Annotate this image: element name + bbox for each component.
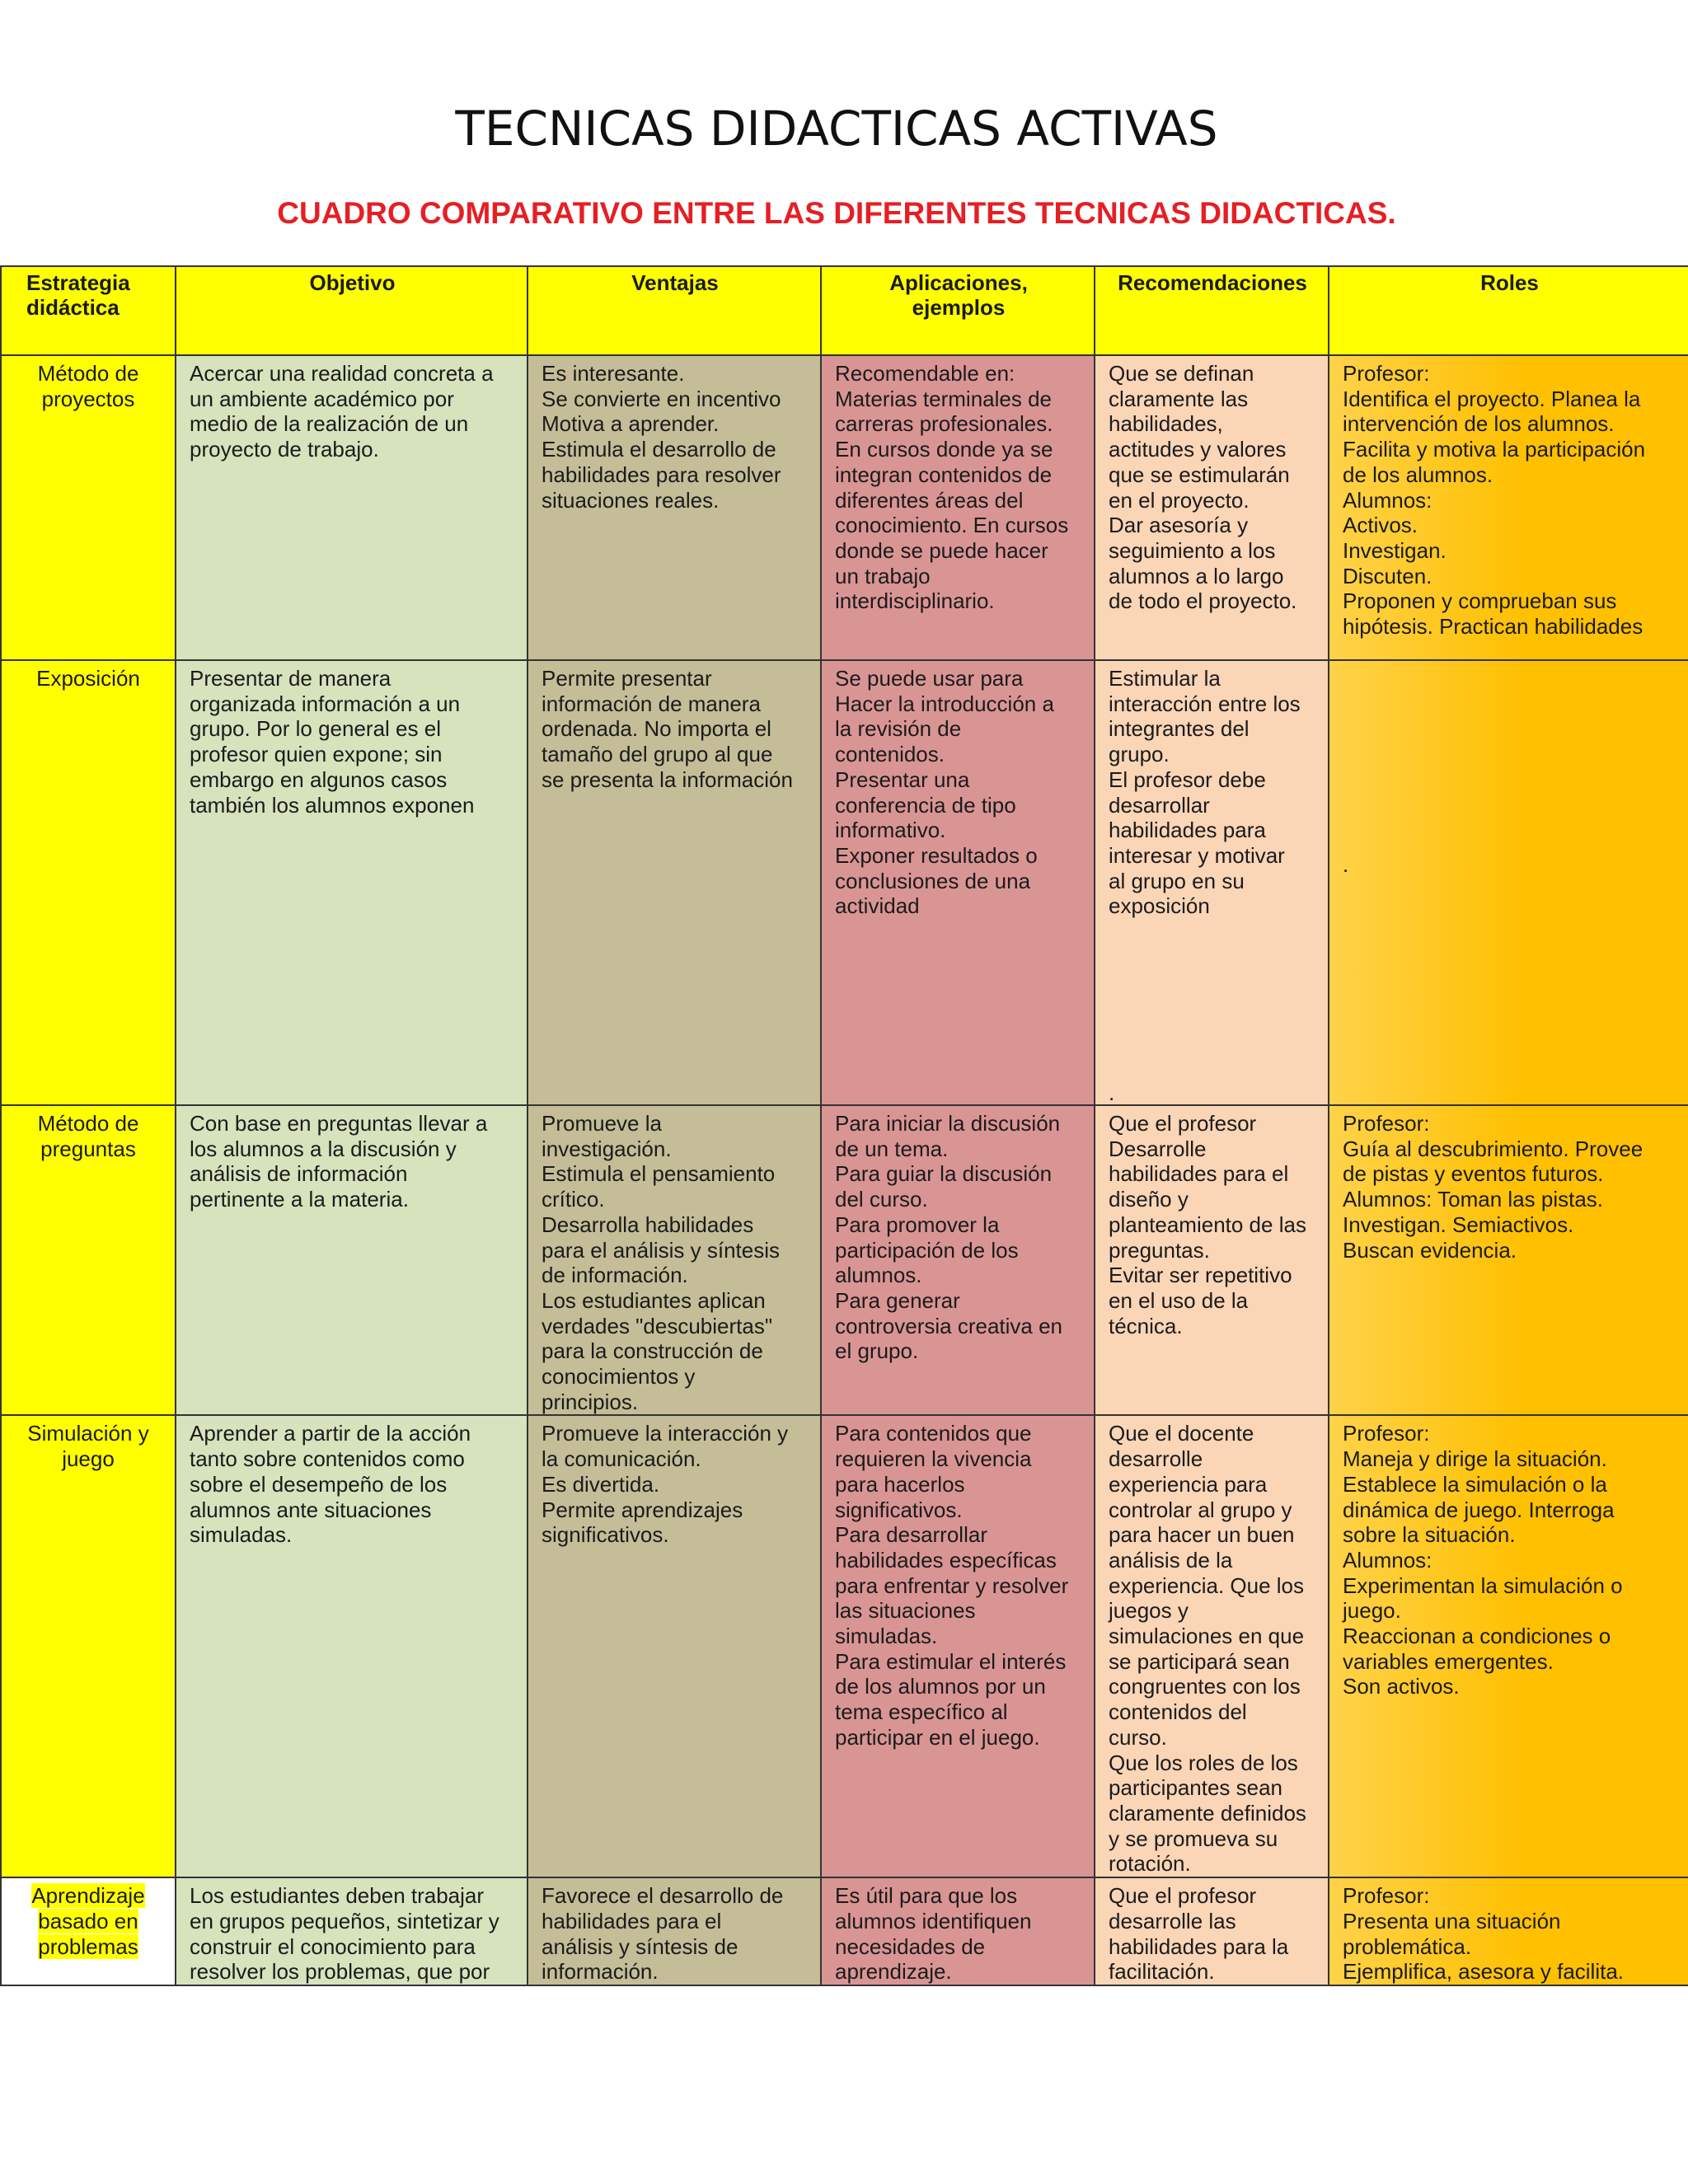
page-title: TECNICAS DIDACTICAS ACTIVAS <box>455 101 1218 157</box>
cell-recomendaciones-dot: . <box>1109 1080 1115 1105</box>
page-subtitle: CUADRO COMPARATIVO ENTRE LAS DIFERENTES TECNICAS DIDACTICAS. <box>277 196 1396 230</box>
cell-estrategia <box>1 1877 176 1985</box>
cell-roles: Profesor: Identifica el proyecto. Planea la intervención de los alumnos. Facilita y motiva la participación de los alumnos. Alumnos: Activos. Investigan. Discuten. Proponen y comprueban sus hipótesis. Practican habilidades <box>1329 355 1688 660</box>
cell-ventajas: Permite presentar información de manera ordenada. No importa el tamaño del grupo al que se presenta la información <box>528 660 821 1105</box>
cell-roles-dot: . <box>1343 852 1349 877</box>
table-header-row <box>1 266 1688 355</box>
cell-aplicaciones: Recomendable en: Materias terminales de carreras profesionales. En cursos donde ya se integran contenidos de diferentes áreas del conocimiento. En cursos donde se puede hacer un trabajo interdisciplinario. <box>821 355 1095 660</box>
cell-estrategia: Simulación y juego <box>1 1415 176 1877</box>
cell-aplicaciones: Para contenidos que requieren la vivencia para hacerlos significativos. Para desarrollar habilidades específicas para enfrentar y resolver las situaciones simuladas. Para estimular el interés de los alumnos por un tema específico al participar en el juego. <box>821 1415 1095 1877</box>
header-recomendaciones: Recomendaciones <box>1095 266 1329 355</box>
cell-recomendaciones <box>1095 660 1329 1105</box>
cell-ventajas: Promueve la investigación. Estimula el pensamiento crítico. Desarrolla habilidades para el análisis y síntesis de información. Los estudiantes aplican verdades "descubiertas" para la construcción de conocimientos y principios. <box>528 1105 821 1415</box>
header-roles: Roles <box>1329 266 1688 355</box>
cell-objetivo: Los estudiantes deben trabajar en grupos pequeños, sintetizar y construir el conocimiento para resolver los problemas, que por <box>176 1877 528 1985</box>
cell-recomendaciones: Que el docente desarrolle experiencia para controlar al grupo y para hacer un buen análisis de la experiencia. Que los juegos y simulaciones en que se participará sean congruentes con los contenidos del curso. Que los roles de los participantes sean claramente definidos y se promueva su rotación. <box>1095 1415 1329 1877</box>
header-estrategia <box>1 266 176 355</box>
cell-estrategia: Método de proyectos <box>1 355 176 660</box>
header-ventajas: Ventajas <box>528 266 821 355</box>
cell-roles: Profesor: Presenta una situación problemática. Ejemplifica, asesora y facilita. <box>1329 1877 1688 1985</box>
cell-estrategia: Método de preguntas <box>1 1105 176 1415</box>
cell-objetivo: Con base en preguntas llevar a los alumnos a la discusión y análisis de información pertinente a la materia. <box>176 1105 528 1415</box>
header-estrategia-label: Estrategia didáctica <box>26 270 130 320</box>
table-row <box>1 1877 1688 1985</box>
cell-recomendaciones-text: Estimular la interacción entre los integrantes del grupo. El profesor debe desarrollar habilidades para interesar y motivar al grupo en su exposición <box>1109 666 1301 919</box>
cell-recomendaciones: Que el profesor desarrolle las habilidades para la facilitación. <box>1095 1877 1329 1985</box>
cell-recomendaciones: Que el profesor Desarrolle habilidades para el diseño y planteamiento de las preguntas. Evitar ser repetitivo en el uso de la técnica. <box>1095 1105 1329 1415</box>
comparison-table <box>0 265 1688 1986</box>
table-row <box>1 660 1688 1105</box>
cell-roles: Profesor: Maneja y dirige la situación. Establece la simulación o la dinámica de juego. Interroga sobre la situación. Alumnos: Experimentan la simulación o juego. Reaccionan a condiciones o variables emergentes. Son activos. <box>1329 1415 1688 1877</box>
cell-objetivo: Presentar de manera organizada información a un grupo. Por lo general es el profesor quien expone; sin embargo en algunos casos también los alumnos exponen <box>176 660 528 1105</box>
table-row <box>1 1105 1688 1415</box>
cell-aplicaciones: Es útil para que los alumnos identifiquen necesidades de aprendizaje. <box>821 1877 1095 1985</box>
cell-ventajas: Es interesante. Se convierte en incentivo Motiva a aprender. Estimula el desarrollo de habilidades para resolver situaciones reales. <box>528 355 821 660</box>
cell-recomendaciones: Que se definan claramente las habilidades, actitudes y valores que se estimularán en el proyecto. Dar asesoría y seguimiento a los alumnos a lo largo de todo el proyecto. <box>1095 355 1329 660</box>
cell-ventajas: Promueve la interacción y la comunicación. Es divertida. Permite aprendizajes significativos. <box>528 1415 821 1877</box>
cell-roles: Profesor: Guía al descubrimiento. Provee de pistas y eventos futuros. Alumnos: Toman las pistas. Investigan. Semiactivos. Buscan evidencia. <box>1329 1105 1688 1415</box>
cell-objetivo: Aprender a partir de la acción tanto sobre contenidos como sobre el desempeño de los alumnos ante situaciones simuladas. <box>176 1415 528 1877</box>
cell-aplicaciones: Para iniciar la discusión de un tema. Para guiar la discusión del curso. Para promover la participación de los alumnos. Para generar controversia creativa en el grupo. <box>821 1105 1095 1415</box>
table-row <box>1 1415 1688 1877</box>
header-objetivo: Objetivo <box>176 266 528 355</box>
cell-estrategia: Exposición <box>1 660 176 1105</box>
table-row <box>1 355 1688 660</box>
cell-aplicaciones: Se puede usar para Hacer la introducción a la revisión de contenidos. Presentar una conferencia de tipo informativo. Exponer resultados o conclusiones de una actividad <box>821 660 1095 1105</box>
cell-objetivo: Acercar una realidad concreta a un ambiente académico por medio de la realización de un proyecto de trabajo. <box>176 355 528 660</box>
cell-estrategia-label: Aprendizaje basado en problemas <box>31 1883 145 1959</box>
header-aplicaciones: Aplicaciones, ejemplos <box>821 266 1095 355</box>
cell-roles <box>1329 660 1688 1105</box>
cell-ventajas: Favorece el desarrollo de habilidades para el análisis y síntesis de información. <box>528 1877 821 1985</box>
